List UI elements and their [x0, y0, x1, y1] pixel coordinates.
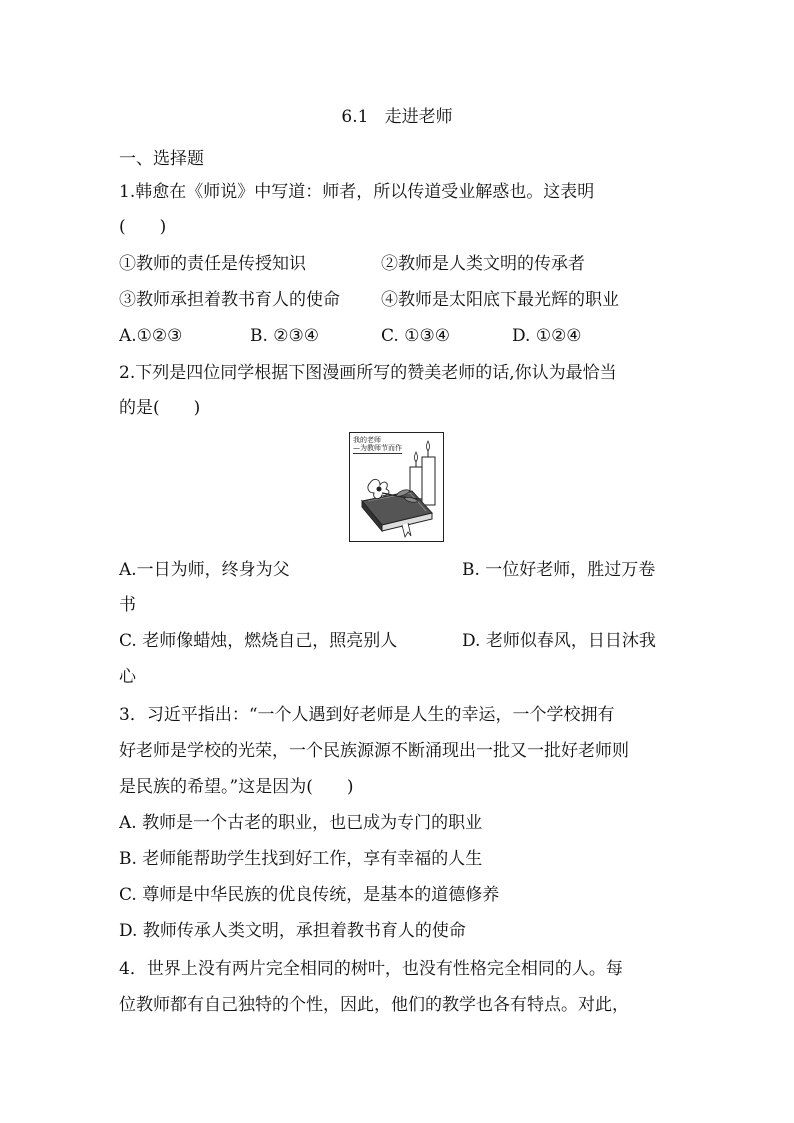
q1-statement-4: ④教师是太阳底下最光辉的职业: [381, 290, 619, 310]
q1-stem-line2: ( ): [119, 217, 167, 237]
section-heading: 一、选择题: [119, 149, 204, 169]
q3-option-a: A. 教师是一个古老的职业，也已成为专门的职业: [119, 813, 483, 833]
q2-option-b: B. 一位好老师，胜过万卷: [462, 560, 656, 580]
q1-stem-line1: 1.韩愈在《师说》中写道：师者，所以传道受业解惑也。这表明: [119, 182, 595, 202]
q2-options-row1: [119, 559, 679, 581]
q3-option-c: C. 尊师是中华民族的优良传统，是基本的道德修养: [119, 885, 500, 905]
q4-stem-line2: 位教师都有自己独特的个性，因此，他们的教学也各有特点。对此，: [119, 995, 629, 1015]
q4-stem-line1: 4．世界上没有两片完全相同的树叶，也没有性格完全相同的人。每: [119, 959, 623, 979]
q1-statement-2: ②教师是人类文明的传承者: [381, 254, 585, 274]
q3-option-b: B. 老师能帮助学生找到好工作，享有幸福的人生: [119, 849, 483, 869]
cartoon-image: [349, 432, 444, 542]
q2-options-row2: [119, 630, 679, 652]
q1-option-b: B. ②③④: [250, 326, 320, 346]
page-title: 6.1 走进老师: [341, 107, 453, 127]
q1-option-a: A.①②③: [119, 326, 183, 346]
cartoon-caption-subtitle: —为教师节而作: [353, 444, 402, 452]
q2-stem-line2: 的是( ): [119, 398, 201, 418]
q1-option-d: D. ①②④: [512, 326, 582, 346]
q2-option-b-wrap: 书: [119, 595, 136, 615]
q3-option-d: D. 教师传承人类文明，承担着教书育人的使命: [119, 921, 466, 941]
q1-statements-row2: [119, 289, 679, 311]
q1-statements-row1: [119, 253, 679, 275]
q2-option-d-wrap: 心: [119, 667, 136, 687]
cartoon-caption-title: 我的老师: [353, 436, 381, 444]
q1-option-c: C. ①③④: [381, 326, 450, 346]
q2-option-a: A.一日为师，终身为父: [119, 560, 290, 580]
q2-stem-line1: 2.下列是四位同学根据下图漫画所写的赞美老师的话,你认为最恰当: [119, 363, 617, 383]
q3-stem-line1: 3．习近平指出：“一个人遇到好老师是人生的幸运，一个学校拥有: [119, 705, 615, 725]
q2-option-c: C. 老师像蜡烛，燃烧自己，照亮别人: [119, 631, 398, 651]
q3-stem-line3: 是民族的希望。”这是因为( ): [119, 777, 354, 797]
q1-options: [119, 325, 679, 347]
q1-statement-1: ①教师的责任是传授知识: [119, 254, 306, 274]
q2-option-d: D. 老师似春风，日日沐我: [462, 631, 656, 651]
q1-statement-3: ③教师承担着教书育人的使命: [119, 290, 340, 310]
q3-stem-line2: 好老师是学校的光荣，一个民族源源不断涌现出一批又一批好老师则: [119, 741, 629, 761]
candle-book-flower-icon: [350, 433, 445, 543]
